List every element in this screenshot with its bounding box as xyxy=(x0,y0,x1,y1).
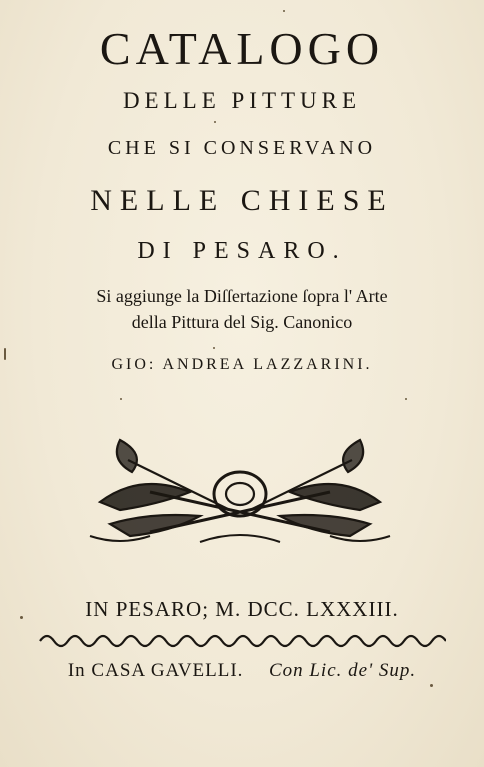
title-che-si-conservano: CHE SI CONSERVANO xyxy=(107,137,377,159)
imprint-publisher: In CASA GAVELLI. xyxy=(67,660,244,681)
paper-speck xyxy=(213,347,215,349)
paper-speck xyxy=(405,398,407,400)
decorative-rule-icon xyxy=(38,634,446,648)
title-delle-pitture: DELLE PITTURE xyxy=(122,88,362,113)
title-di-pesaro: DI PESARO. xyxy=(137,238,347,264)
imprint-publisher-line xyxy=(0,660,484,682)
trumpets-and-wreath-ornament-icon xyxy=(80,432,400,550)
paper-speck xyxy=(430,684,433,687)
subtitle-line-2: della Pittura del Sig. Canonico xyxy=(131,312,353,332)
imprint-place-date: IN PESARO; M. DCC. LXXXIII. xyxy=(85,597,399,621)
title-nelle-chiese: NELLE CHIESE xyxy=(90,184,394,217)
paper-speck xyxy=(20,616,23,619)
paper-mark xyxy=(4,348,6,360)
imprint-license: Con Lic. de' Sup. xyxy=(268,660,417,681)
paper-speck xyxy=(214,121,216,123)
title-catalogo: CATALOGO xyxy=(99,23,385,74)
paper-speck xyxy=(120,398,122,400)
paper-speck xyxy=(283,10,285,12)
subtitle-line-1: Si aggiunge la Diſſertazione ſopra l' Arte xyxy=(96,286,388,306)
author-name: GIO: ANDREA LAZZARINI. xyxy=(111,356,373,373)
